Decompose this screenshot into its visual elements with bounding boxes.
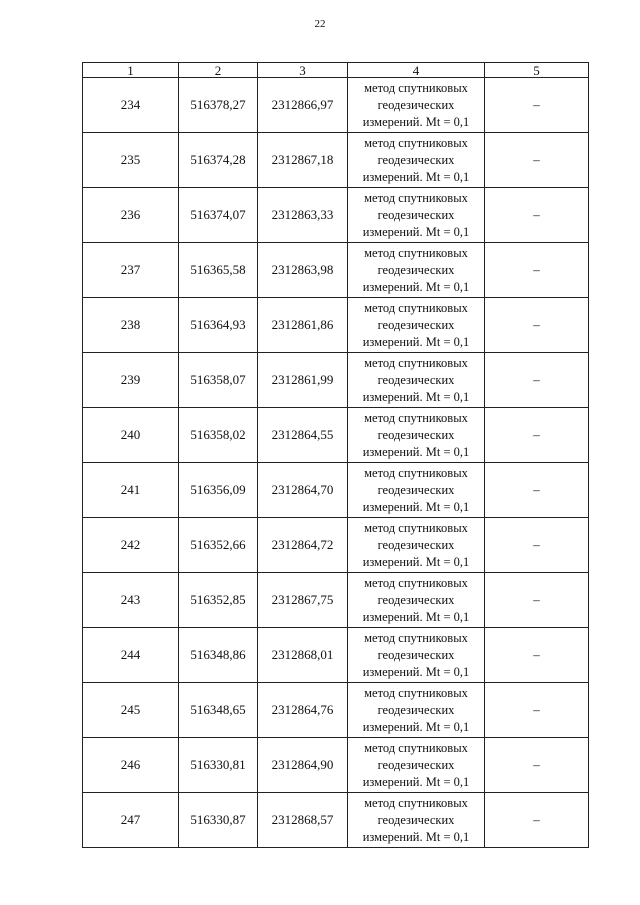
method-text-line: измерений. Mt = 0,1 bbox=[362, 609, 470, 624]
method-text-line: геодезических bbox=[377, 537, 455, 552]
method-text-line: метод спутниковых bbox=[364, 355, 468, 370]
method-text-line: метод спутниковых bbox=[364, 190, 468, 205]
point-number-cell: 244 bbox=[83, 628, 179, 683]
y-coordinate-cell: 2312866,97 bbox=[258, 78, 348, 133]
method-text-line: геодезических bbox=[377, 262, 455, 277]
x-coordinate-cell: 516352,85 bbox=[179, 573, 258, 628]
point-number-cell: 245 bbox=[83, 683, 179, 738]
method-text-line: геодезических bbox=[377, 592, 455, 607]
y-coordinate-cell: 2312867,18 bbox=[258, 133, 348, 188]
column-header-1: 1 bbox=[83, 63, 179, 78]
point-number-cell: 234 bbox=[83, 78, 179, 133]
note-cell: – bbox=[485, 353, 589, 408]
y-coordinate-cell: 2312861,86 bbox=[258, 298, 348, 353]
note-cell: – bbox=[485, 628, 589, 683]
method-text-line: метод спутниковых bbox=[364, 80, 468, 95]
x-coordinate-cell: 516365,58 bbox=[179, 243, 258, 298]
method-cell bbox=[348, 353, 485, 408]
method-cell bbox=[348, 738, 485, 793]
method-cell bbox=[348, 408, 485, 463]
method-text-line: измерений. Mt = 0,1 bbox=[362, 554, 470, 569]
x-coordinate-cell: 516352,66 bbox=[179, 518, 258, 573]
method-text-line: измерений. Mt = 0,1 bbox=[362, 499, 470, 514]
note-cell: – bbox=[485, 463, 589, 518]
y-coordinate-cell: 2312864,72 bbox=[258, 518, 348, 573]
point-number-cell: 235 bbox=[83, 133, 179, 188]
table-row bbox=[83, 683, 589, 738]
note-cell: – bbox=[485, 408, 589, 463]
x-coordinate-cell: 516348,86 bbox=[179, 628, 258, 683]
x-coordinate-cell: 516364,93 bbox=[179, 298, 258, 353]
table-row bbox=[83, 243, 589, 298]
point-number-cell: 237 bbox=[83, 243, 179, 298]
note-cell: – bbox=[485, 78, 589, 133]
method-text-line: метод спутниковых bbox=[364, 630, 468, 645]
table-row bbox=[83, 793, 589, 848]
table-row bbox=[83, 628, 589, 683]
note-cell: – bbox=[485, 738, 589, 793]
table-row bbox=[83, 518, 589, 573]
table-row bbox=[83, 463, 589, 518]
method-text-line: измерений. Mt = 0,1 bbox=[362, 719, 470, 734]
y-coordinate-cell: 2312864,90 bbox=[258, 738, 348, 793]
column-header-2: 2 bbox=[179, 63, 258, 78]
note-cell: – bbox=[485, 243, 589, 298]
point-number-cell: 236 bbox=[83, 188, 179, 243]
y-coordinate-cell: 2312864,55 bbox=[258, 408, 348, 463]
coordinates-table bbox=[82, 62, 589, 848]
note-cell: – bbox=[485, 793, 589, 848]
method-text-line: измерений. Mt = 0,1 bbox=[362, 664, 470, 679]
point-number-cell: 240 bbox=[83, 408, 179, 463]
x-coordinate-cell: 516374,28 bbox=[179, 133, 258, 188]
method-text-line: метод спутниковых bbox=[364, 300, 468, 315]
method-text-line: метод спутниковых bbox=[364, 685, 468, 700]
point-number-cell: 246 bbox=[83, 738, 179, 793]
note-cell: – bbox=[485, 188, 589, 243]
method-text-line: геодезических bbox=[377, 482, 455, 497]
method-text-line: измерений. Mt = 0,1 bbox=[362, 389, 470, 404]
point-number-cell: 238 bbox=[83, 298, 179, 353]
table-row bbox=[83, 133, 589, 188]
point-number-cell: 239 bbox=[83, 353, 179, 408]
method-cell bbox=[348, 78, 485, 133]
table-row bbox=[83, 738, 589, 793]
point-number-cell: 241 bbox=[83, 463, 179, 518]
method-text-line: метод спутниковых bbox=[364, 245, 468, 260]
note-cell: – bbox=[485, 298, 589, 353]
method-cell bbox=[348, 463, 485, 518]
method-cell bbox=[348, 188, 485, 243]
method-cell bbox=[348, 683, 485, 738]
table-row bbox=[83, 573, 589, 628]
method-text-line: измерений. Mt = 0,1 bbox=[362, 114, 470, 129]
method-text-line: геодезических bbox=[377, 647, 455, 662]
header-row bbox=[83, 63, 589, 78]
method-text-line: измерений. Mt = 0,1 bbox=[362, 444, 470, 459]
method-cell bbox=[348, 628, 485, 683]
method-text-line: метод спутниковых bbox=[364, 520, 468, 535]
note-cell: – bbox=[485, 133, 589, 188]
method-text-line: геодезических bbox=[377, 757, 455, 772]
x-coordinate-cell: 516330,87 bbox=[179, 793, 258, 848]
method-text-line: метод спутниковых bbox=[364, 135, 468, 150]
method-cell bbox=[348, 793, 485, 848]
x-coordinate-cell: 516358,07 bbox=[179, 353, 258, 408]
x-coordinate-cell: 516374,07 bbox=[179, 188, 258, 243]
table-row bbox=[83, 298, 589, 353]
method-text-line: геодезических bbox=[377, 372, 455, 387]
x-coordinate-cell: 516378,27 bbox=[179, 78, 258, 133]
method-text-line: измерений. Mt = 0,1 bbox=[362, 169, 470, 184]
y-coordinate-cell: 2312868,01 bbox=[258, 628, 348, 683]
column-header-4: 4 bbox=[348, 63, 485, 78]
table-row bbox=[83, 78, 589, 133]
y-coordinate-cell: 2312867,75 bbox=[258, 573, 348, 628]
y-coordinate-cell: 2312864,70 bbox=[258, 463, 348, 518]
point-number-cell: 243 bbox=[83, 573, 179, 628]
method-text-line: измерений. Mt = 0,1 bbox=[362, 224, 470, 239]
method-cell bbox=[348, 573, 485, 628]
method-text-line: геодезических bbox=[377, 702, 455, 717]
table-body bbox=[83, 63, 589, 848]
method-text-line: метод спутниковых bbox=[364, 410, 468, 425]
method-text-line: геодезических bbox=[377, 317, 455, 332]
table-row bbox=[83, 188, 589, 243]
method-text-line: геодезических bbox=[377, 427, 455, 442]
y-coordinate-cell: 2312863,98 bbox=[258, 243, 348, 298]
method-cell bbox=[348, 518, 485, 573]
method-cell bbox=[348, 298, 485, 353]
point-number-cell: 247 bbox=[83, 793, 179, 848]
x-coordinate-cell: 516358,02 bbox=[179, 408, 258, 463]
method-text-line: метод спутниковых bbox=[364, 575, 468, 590]
y-coordinate-cell: 2312863,33 bbox=[258, 188, 348, 243]
method-text-line: измерений. Mt = 0,1 bbox=[362, 829, 470, 844]
point-number-cell: 242 bbox=[83, 518, 179, 573]
method-text-line: метод спутниковых bbox=[364, 465, 468, 480]
y-coordinate-cell: 2312861,99 bbox=[258, 353, 348, 408]
page-number: 22 bbox=[314, 18, 326, 30]
table-row bbox=[83, 408, 589, 463]
method-text-line: геодезических bbox=[377, 207, 455, 222]
table-row bbox=[83, 353, 589, 408]
method-text-line: метод спутниковых bbox=[364, 795, 468, 810]
method-text-line: измерений. Mt = 0,1 bbox=[362, 279, 470, 294]
method-cell bbox=[348, 243, 485, 298]
column-header-3: 3 bbox=[258, 63, 348, 78]
x-coordinate-cell: 516348,65 bbox=[179, 683, 258, 738]
method-text-line: геодезических bbox=[377, 97, 455, 112]
method-cell bbox=[348, 133, 485, 188]
y-coordinate-cell: 2312868,57 bbox=[258, 793, 348, 848]
method-text-line: метод спутниковых bbox=[364, 740, 468, 755]
column-header-5: 5 bbox=[485, 63, 589, 78]
y-coordinate-cell: 2312864,76 bbox=[258, 683, 348, 738]
note-cell: – bbox=[485, 683, 589, 738]
x-coordinate-cell: 516330,81 bbox=[179, 738, 258, 793]
method-text-line: геодезических bbox=[377, 152, 455, 167]
method-text-line: измерений. Mt = 0,1 bbox=[362, 334, 470, 349]
method-text-line: измерений. Mt = 0,1 bbox=[362, 774, 470, 789]
x-coordinate-cell: 516356,09 bbox=[179, 463, 258, 518]
note-cell: – bbox=[485, 573, 589, 628]
method-text-line: геодезических bbox=[377, 812, 455, 827]
note-cell: – bbox=[485, 518, 589, 573]
